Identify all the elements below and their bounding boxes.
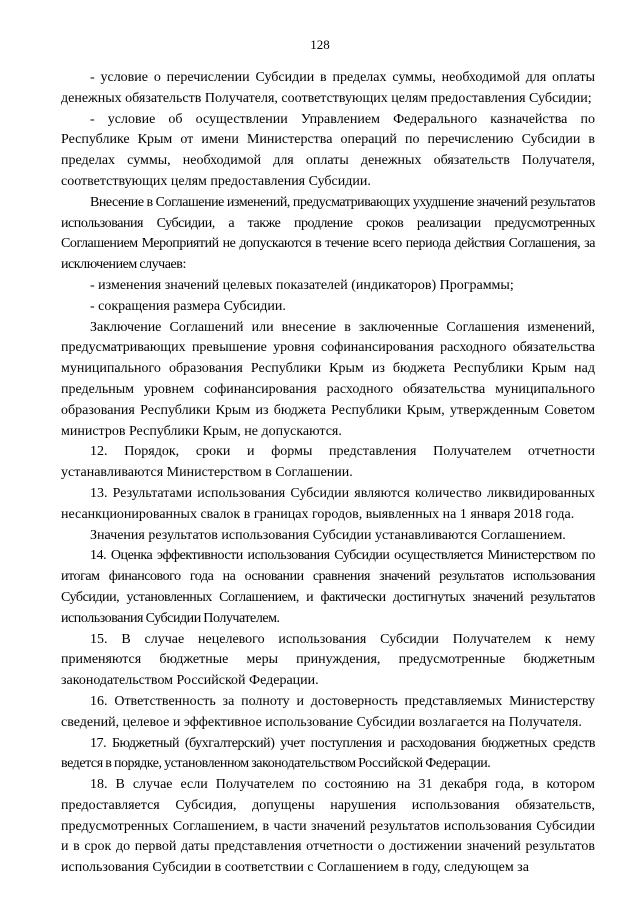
paragraph-item-15: 15. В случае нецелевого использования Субсидии Получателем к нему применяются бюджетные меры принуждения, предусмотренные бюджетным законодательством Российской Федерации. — [61, 631, 595, 689]
paragraph-item-17: 17. Бюджетный (бухгалтерский) учет поступления и расходования бюджетных средств ведется в порядке, установленном законодательством Российской Федерации. — [61, 735, 595, 772]
page-number: 128 — [310, 37, 330, 52]
paragraph-item-13: 13. Результатами использования Субсидии являются количество ликвидированных несанкционированных свалок в границах городов, выявленных на 1 января 2018 года. — [61, 485, 595, 522]
paragraph-amendments-restriction: Внесение в Соглашение изменений, предусматривающих ухудшение значений результатов использования Субсидии, а также продление сроков реализации предусмотренных Соглашением Мероприятий не допускаются в течение всего периода действия Соглашения, за исключением случаев: — [61, 194, 595, 273]
paragraph-transfer-condition: - условие о перечислении Субсидии в пределах суммы, необходимой для оплаты денежных обязательств Получателя, соответствующих целям предоставления Субсидии; — [61, 70, 595, 106]
paragraph-cofinancing-limit: Заключение Соглашений или внесение в заключенные Соглашения изменений, предусматривающих превышение уровня софинансирования расходного обязательства муниципального образования Республики Крым из бюджета Республики Крым над предельным уровнем софинансирования расходного обязательства муниципального образования Республики Крым из бюджета Республики Крым, утвержденным Советом министров Республики Крым, не допускаются. — [61, 319, 595, 439]
paragraph-exception-indicators: - изменения значений целевых показателей (индикаторов) Программы; — [90, 277, 514, 293]
paragraph-item-14: 14. Оценка эффективности использования Субсидии осуществляется Министерством по итогам финансового года на основании сравнения значений результатов использования Субсидии, установленных Соглашением, и фактически достигнутых значений результатов использования Субсидии Получателем. — [61, 548, 595, 626]
paragraph-exception-reduction: - сокращения размера Субсидии. — [90, 298, 286, 314]
paragraph-results-values: Значения результатов использования Субсидии устанавливаются Соглашением. — [90, 527, 566, 543]
paragraph-item-16: 16. Ответственность за полноту и достоверность представляемых Министерству сведений, целевое и эффективное использование Субсидии возлагается на Получателя. — [61, 693, 595, 730]
paragraph-item-18: 18. В случае если Получателем по состоянию на 31 декабря года, в котором предоставляется Субсидия, допущены нарушения использования обязательств, предусмотренных Соглашением, в части значений результатов использования Субсидии и в срок до первой даты представления отчетности о достижении значений результатов использования Субсидии в соответствии с Соглашением в году, следующем за — [61, 777, 595, 876]
document-body — [61, 68, 595, 879]
paragraph-item-12: 12. Порядок, сроки и формы представления Получателем отчетности устанавливаются Министерством в Соглашении. — [61, 444, 595, 481]
paragraph-treasury-condition: - условие об осуществлении Управлением Федерального казначейства по Республике Крым от имени Министерства операций по перечислению Субсидии в пределах суммы, необходимой для оплаты денежных обязательств Получателя, соответствующих целям предоставления Субсидии. — [61, 111, 595, 189]
